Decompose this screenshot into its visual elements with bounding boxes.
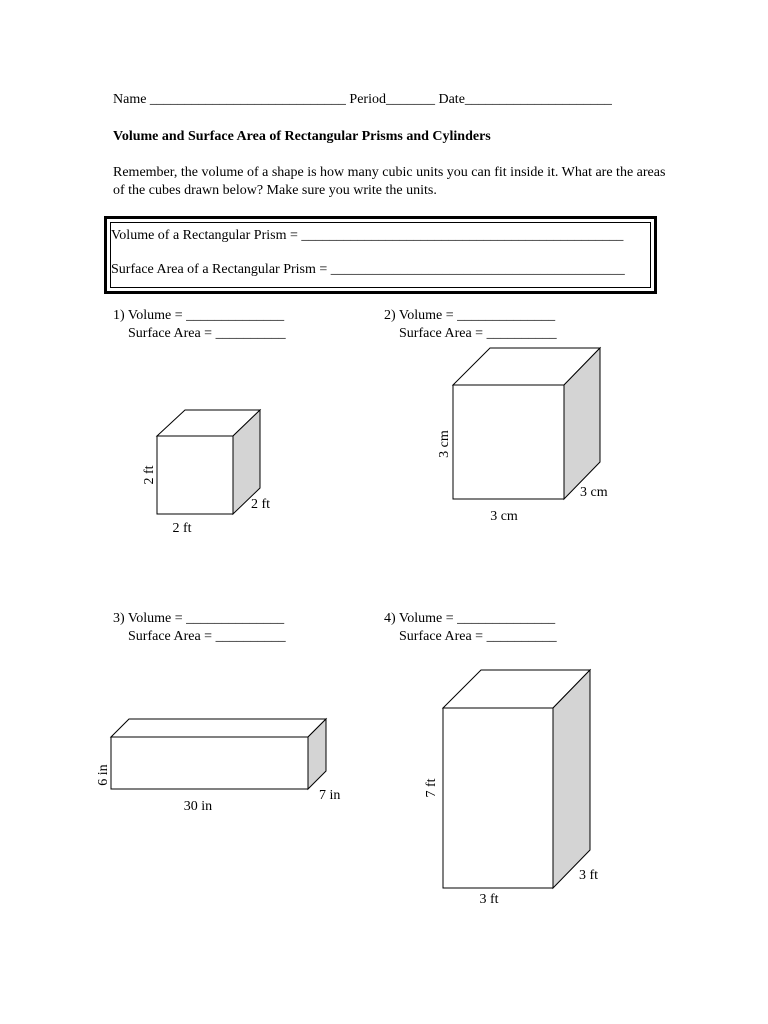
instructions-text: Remember, the volume of a shape is how many cubic units you can fit inside it. What are the areas of the cubes drawn below? Make sure you write the units. bbox=[113, 165, 666, 198]
prism-4 bbox=[443, 670, 590, 888]
surface-area-formula-blank[interactable]: Surface Area of a Rectangular Prism = __________________________________________ bbox=[111, 262, 625, 277]
prism-3-width-label: 30 in bbox=[183, 799, 213, 814]
problem-4-surface-area-blank[interactable]: Surface Area = __________ bbox=[399, 629, 557, 644]
prism-1-front-face bbox=[157, 436, 233, 514]
prism-1 bbox=[157, 410, 260, 514]
problem-3-surface-area-blank[interactable]: Surface Area = __________ bbox=[128, 629, 286, 644]
prism-3-top-face bbox=[111, 719, 326, 737]
prism-3-depth-label: 7 in bbox=[319, 788, 341, 803]
prism-4-width-label: 3 ft bbox=[479, 892, 499, 907]
prism-3 bbox=[111, 719, 326, 789]
prism-4-side-face bbox=[553, 670, 590, 888]
prism-3-height-label: 6 in bbox=[96, 764, 111, 786]
problem-1-surface-area-blank[interactable]: Surface Area = __________ bbox=[128, 326, 286, 341]
problem-3-volume-blank[interactable]: 3) Volume = ______________ bbox=[113, 611, 285, 626]
prism-4-front-face bbox=[443, 708, 553, 888]
prism-3-front-face bbox=[111, 737, 308, 789]
prism-2-width-label: 3 cm bbox=[490, 509, 518, 524]
problem-2-volume-blank[interactable]: 2) Volume = ______________ bbox=[384, 308, 556, 323]
problem-4-volume-blank[interactable]: 4) Volume = ______________ bbox=[384, 611, 556, 626]
name-period-date-line[interactable]: Name ____________________________ Period_______ Date_____________________ bbox=[113, 92, 612, 107]
prism-1-width-label: 2 ft bbox=[172, 521, 192, 536]
prism-4-depth-label: 3 ft bbox=[579, 868, 599, 883]
worksheet-title: Volume and Surface Area of Rectangular Prisms and Cylinders bbox=[113, 129, 491, 144]
prism-2 bbox=[453, 348, 600, 499]
volume-formula-blank[interactable]: Volume of a Rectangular Prism = ______________________________________________ bbox=[111, 228, 624, 243]
problem-2-surface-area-blank[interactable]: Surface Area = __________ bbox=[399, 326, 557, 341]
prism-1-height-label: 2 ft bbox=[142, 465, 157, 485]
prism-1-depth-label: 2 ft bbox=[251, 497, 271, 512]
problem-1-volume-blank[interactable]: 1) Volume = ______________ bbox=[113, 308, 285, 323]
prism-4-height-label: 7 ft bbox=[424, 778, 439, 798]
prism-2-height-label: 3 cm bbox=[437, 430, 452, 458]
prism-2-front-face bbox=[453, 385, 564, 499]
prism-2-depth-label: 3 cm bbox=[580, 485, 608, 500]
